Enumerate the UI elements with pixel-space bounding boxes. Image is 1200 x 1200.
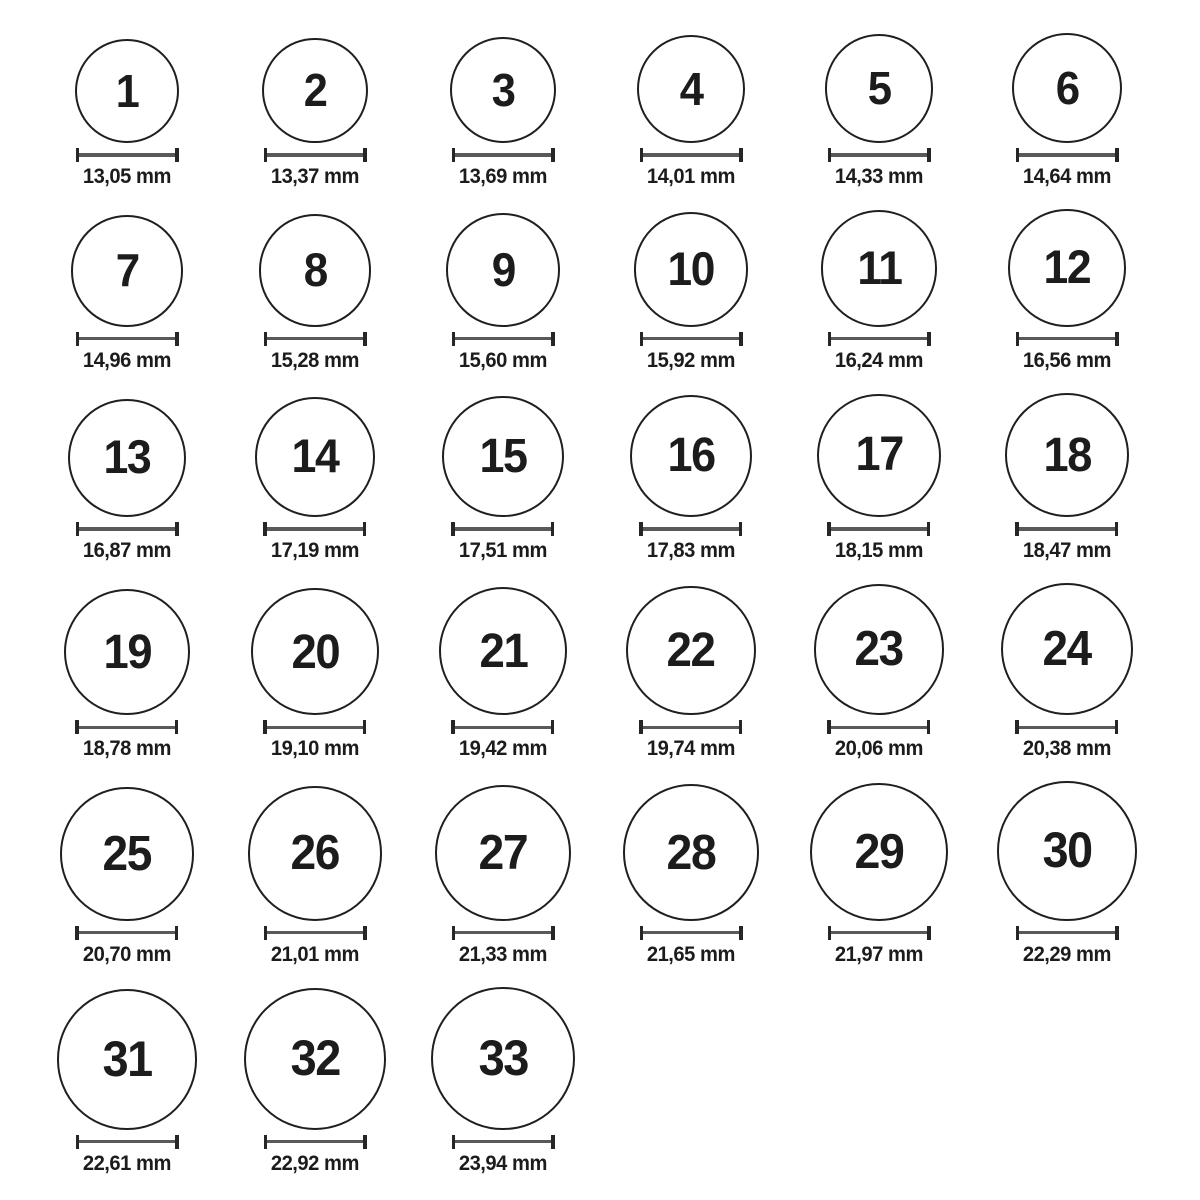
measure-bar (455, 153, 551, 157)
measure-right-tick (551, 720, 555, 734)
ring-number: 8 (303, 243, 327, 296)
diameter-label: 17,51 mm (458, 539, 548, 563)
ring-number: 17 (855, 428, 903, 482)
ring-circle (435, 785, 571, 921)
diameter-measurement-line (264, 926, 367, 940)
measure-bar (831, 153, 927, 157)
ring-size-item (1012, 33, 1122, 187)
measure-right-tick (363, 522, 367, 536)
diameter-label: 18,47 mm (1022, 539, 1112, 563)
ring-size-item (435, 785, 571, 965)
ring-number: 23 (854, 622, 904, 677)
measure-right-tick (175, 926, 179, 940)
ring-size-item (68, 399, 187, 562)
measure-right-tick (551, 1135, 555, 1149)
diameter-label: 17,83 mm (646, 539, 736, 563)
ring-circle (71, 215, 182, 326)
measure-right-tick (927, 926, 931, 940)
diameter-label: 14,33 mm (834, 165, 924, 189)
ring-circle (262, 38, 367, 143)
ring-number: 19 (103, 625, 151, 680)
ring-number: 32 (290, 1029, 340, 1086)
measure-bar (1019, 337, 1115, 341)
diameter-measurement-line (452, 148, 555, 162)
measure-bar (455, 1140, 551, 1144)
measure-bar (643, 726, 739, 730)
diameter-label: 22,61 mm (82, 1151, 172, 1175)
measure-bar (1019, 153, 1115, 157)
ring-number: 28 (666, 824, 716, 880)
ring-size-item (825, 34, 934, 187)
diameter-measurement-line (640, 332, 743, 346)
measure-right-tick (551, 148, 555, 162)
ring-size-item (810, 783, 948, 965)
ring-size-item (634, 212, 749, 371)
diameter-measurement-line (1016, 332, 1119, 346)
measure-bar (79, 153, 175, 157)
ring-circle (442, 396, 563, 517)
ring-circle (623, 784, 760, 921)
ring-size-item (255, 397, 375, 561)
measure-bar (455, 931, 551, 935)
diameter-label: 14,01 mm (646, 165, 736, 189)
measure-right-tick (739, 148, 743, 162)
ring-number: 29 (854, 823, 904, 879)
measure-bar (1019, 726, 1115, 730)
ring-number: 3 (491, 63, 515, 116)
ring-size-item (64, 589, 190, 759)
ring-size-item (75, 39, 179, 187)
ring-number: 26 (290, 825, 340, 880)
ring-number: 4 (679, 63, 703, 116)
diameter-measurement-line (827, 720, 930, 734)
diameter-measurement-line (640, 148, 743, 162)
diameter-measurement-line (263, 522, 366, 536)
ring-circle (821, 210, 937, 326)
measure-right-tick (927, 148, 931, 162)
diameter-measurement-line (828, 148, 931, 162)
ring-size-item (1001, 583, 1133, 759)
ring-size-item (439, 587, 567, 759)
measure-right-tick (927, 522, 931, 536)
measure-right-tick (1115, 522, 1119, 536)
ring-circle (450, 37, 556, 143)
diameter-label: 16,56 mm (1022, 348, 1112, 372)
measure-bar (1019, 931, 1115, 935)
measure-right-tick (551, 332, 555, 346)
ring-size-item (997, 781, 1136, 964)
ring-size-item (248, 786, 383, 965)
ring-number: 24 (1042, 621, 1092, 676)
diameter-measurement-line (452, 1135, 555, 1149)
ring-size-item (431, 987, 574, 1174)
ring-number: 2 (303, 64, 327, 117)
ring-number: 20 (291, 624, 339, 679)
diameter-measurement-line (1016, 926, 1119, 940)
ring-row (33, 33, 1200, 187)
diameter-label: 15,28 mm (270, 348, 360, 372)
measure-right-tick (739, 926, 743, 940)
measure-bar (267, 931, 363, 935)
ring-size-item (259, 214, 372, 371)
ring-size-item (630, 395, 752, 561)
diameter-label: 16,24 mm (834, 348, 924, 372)
measure-bar (79, 527, 175, 531)
diameter-measurement-line (264, 332, 367, 346)
measure-right-tick (175, 332, 179, 346)
ring-number: 22 (666, 623, 715, 678)
diameter-label: 22,29 mm (1022, 942, 1112, 966)
diameter-label: 19,10 mm (270, 737, 360, 761)
ring-number: 15 (479, 429, 527, 483)
ring-number: 14 (291, 430, 339, 484)
diameter-measurement-line (263, 720, 366, 734)
ring-number: 21 (479, 623, 527, 678)
ring-size-item (1008, 209, 1125, 370)
measure-bar (455, 527, 551, 531)
ring-number: 33 (478, 1030, 528, 1087)
diameter-label: 21,65 mm (646, 942, 736, 966)
ring-circle (810, 783, 948, 921)
ring-size-item (442, 396, 563, 561)
ring-size-item (817, 394, 941, 562)
measure-bar (79, 1140, 175, 1144)
diameter-label: 16,87 mm (82, 539, 172, 563)
measure-right-tick (1115, 926, 1119, 940)
measure-right-tick (739, 332, 743, 346)
ring-circle (626, 586, 756, 716)
diameter-measurement-line (75, 926, 178, 940)
ring-circle (814, 584, 945, 715)
ring-circle (431, 987, 574, 1130)
measure-bar (79, 931, 175, 935)
ring-size-item (626, 586, 756, 760)
diameter-label: 21,97 mm (834, 942, 924, 966)
ring-number: 27 (478, 825, 528, 881)
ring-number: 25 (102, 826, 152, 881)
diameter-measurement-line (76, 148, 179, 162)
measure-bar (643, 337, 739, 341)
diameter-measurement-line (452, 926, 555, 940)
measure-right-tick (927, 720, 931, 734)
measure-right-tick (739, 720, 743, 734)
ring-number: 1 (115, 65, 139, 118)
ring-size-item (57, 989, 198, 1174)
ring-circle (1005, 393, 1130, 518)
ring-size-item (450, 37, 556, 187)
diameter-measurement-line (75, 720, 178, 734)
diameter-measurement-line (264, 148, 367, 162)
diameter-label: 13,05 mm (82, 165, 172, 189)
ring-size-item (446, 213, 560, 371)
ring-circle (251, 588, 378, 715)
ring-size-item (244, 988, 386, 1174)
measure-right-tick (551, 926, 555, 940)
diameter-measurement-line (828, 926, 931, 940)
diameter-measurement-line (264, 1135, 367, 1149)
measure-bar (643, 931, 739, 935)
diameter-label: 15,60 mm (458, 348, 548, 372)
measure-right-tick (175, 148, 179, 162)
ring-circle (825, 34, 934, 143)
measure-bar (267, 153, 363, 157)
ring-size-item (814, 584, 945, 759)
diameter-measurement-line (639, 522, 742, 536)
measure-bar (267, 527, 363, 531)
ring-circle (634, 212, 749, 327)
ring-circle (1012, 33, 1122, 143)
ring-circle (439, 587, 567, 715)
measure-bar (79, 726, 175, 730)
measure-bar (831, 527, 927, 531)
ring-size-item (821, 210, 937, 370)
ring-row (33, 393, 1200, 562)
ring-number: 16 (667, 429, 715, 483)
ring-number: 11 (856, 241, 902, 295)
ring-number: 6 (1055, 61, 1079, 114)
diameter-label: 19,42 mm (458, 737, 548, 761)
diameter-label: 18,78 mm (82, 737, 172, 761)
diameter-measurement-line (827, 522, 930, 536)
ring-circle (1008, 209, 1125, 326)
ring-size-item (262, 38, 367, 187)
ring-row (33, 987, 1200, 1174)
diameter-measurement-line (639, 720, 742, 734)
measure-bar (455, 337, 551, 341)
diameter-measurement-line (1015, 522, 1118, 536)
measure-bar (79, 337, 175, 341)
ring-number: 30 (1042, 822, 1092, 879)
ring-row (33, 781, 1200, 964)
diameter-label: 13,69 mm (458, 165, 548, 189)
diameter-label: 14,64 mm (1022, 165, 1112, 189)
measure-right-tick (363, 926, 367, 940)
diameter-label: 20,06 mm (834, 737, 924, 761)
ring-size-item (71, 215, 182, 370)
measure-right-tick (363, 1135, 367, 1149)
diameter-label: 15,92 mm (646, 348, 736, 372)
diameter-label: 20,70 mm (82, 942, 172, 966)
measure-right-tick (1115, 148, 1119, 162)
diameter-measurement-line (451, 720, 554, 734)
measure-bar (643, 153, 739, 157)
diameter-measurement-line (828, 332, 931, 346)
diameter-measurement-line (76, 522, 179, 536)
diameter-label: 21,33 mm (458, 942, 548, 966)
ring-circle (630, 395, 752, 517)
measure-bar (267, 726, 363, 730)
ring-circle (248, 786, 383, 921)
ring-circle (637, 35, 745, 143)
diameter-label: 21,01 mm (270, 942, 360, 966)
measure-bar (267, 337, 363, 341)
diameter-label: 13,37 mm (270, 165, 360, 189)
ring-number: 12 (1043, 241, 1091, 295)
ring-circle (997, 781, 1136, 920)
measure-right-tick (551, 522, 555, 536)
measure-bar (831, 337, 927, 341)
ring-circle (817, 394, 941, 518)
ring-circle (68, 399, 187, 518)
ring-size-item (251, 588, 378, 759)
ring-circle (75, 39, 179, 143)
measure-bar (267, 1140, 363, 1144)
measure-bar (643, 527, 739, 531)
diameter-measurement-line (1015, 720, 1118, 734)
ring-circle (57, 989, 198, 1130)
measure-right-tick (739, 522, 743, 536)
diameter-measurement-line (451, 522, 554, 536)
measure-right-tick (1115, 332, 1119, 346)
diameter-label: 14,96 mm (82, 348, 172, 372)
ring-size-item (637, 35, 745, 187)
diameter-label: 18,15 mm (834, 539, 924, 563)
measure-right-tick (363, 332, 367, 346)
ring-circle (60, 787, 193, 920)
measure-bar (455, 726, 551, 730)
ring-circle (244, 988, 386, 1130)
ring-circle (1001, 583, 1133, 715)
measure-bar (831, 726, 927, 730)
measure-right-tick (175, 1135, 179, 1149)
ring-number: 13 (103, 431, 151, 485)
measure-right-tick (1115, 720, 1119, 734)
ring-circle (255, 397, 375, 517)
ring-circle (64, 589, 190, 715)
diameter-label: 20,38 mm (1022, 737, 1112, 761)
ring-size-item (60, 787, 193, 964)
diameter-measurement-line (452, 332, 555, 346)
ring-number: 7 (115, 244, 139, 297)
ring-circle (446, 213, 560, 327)
measure-bar (1019, 527, 1115, 531)
diameter-measurement-line (640, 926, 743, 940)
diameter-label: 19,74 mm (646, 737, 736, 761)
ring-size-item (1005, 393, 1130, 562)
ring-number: 9 (491, 243, 515, 297)
ring-number: 5 (867, 62, 891, 115)
measure-right-tick (175, 720, 179, 734)
ring-number: 18 (1043, 427, 1091, 482)
measure-right-tick (363, 720, 367, 734)
ring-row (33, 209, 1200, 370)
diameter-measurement-line (76, 332, 179, 346)
measure-right-tick (363, 148, 367, 162)
diameter-measurement-line (1016, 148, 1119, 162)
ring-row (33, 583, 1200, 759)
diameter-label: 23,94 mm (458, 1151, 548, 1175)
diameter-label: 22,92 mm (270, 1151, 360, 1175)
diameter-measurement-line (76, 1135, 179, 1149)
ring-circle (259, 214, 372, 327)
measure-bar (831, 931, 927, 935)
measure-right-tick (175, 522, 179, 536)
diameter-label: 17,19 mm (270, 539, 360, 563)
ring-size-item (623, 784, 760, 965)
ring-number: 31 (102, 1030, 152, 1087)
ring-number: 10 (667, 242, 715, 296)
measure-right-tick (927, 332, 931, 346)
